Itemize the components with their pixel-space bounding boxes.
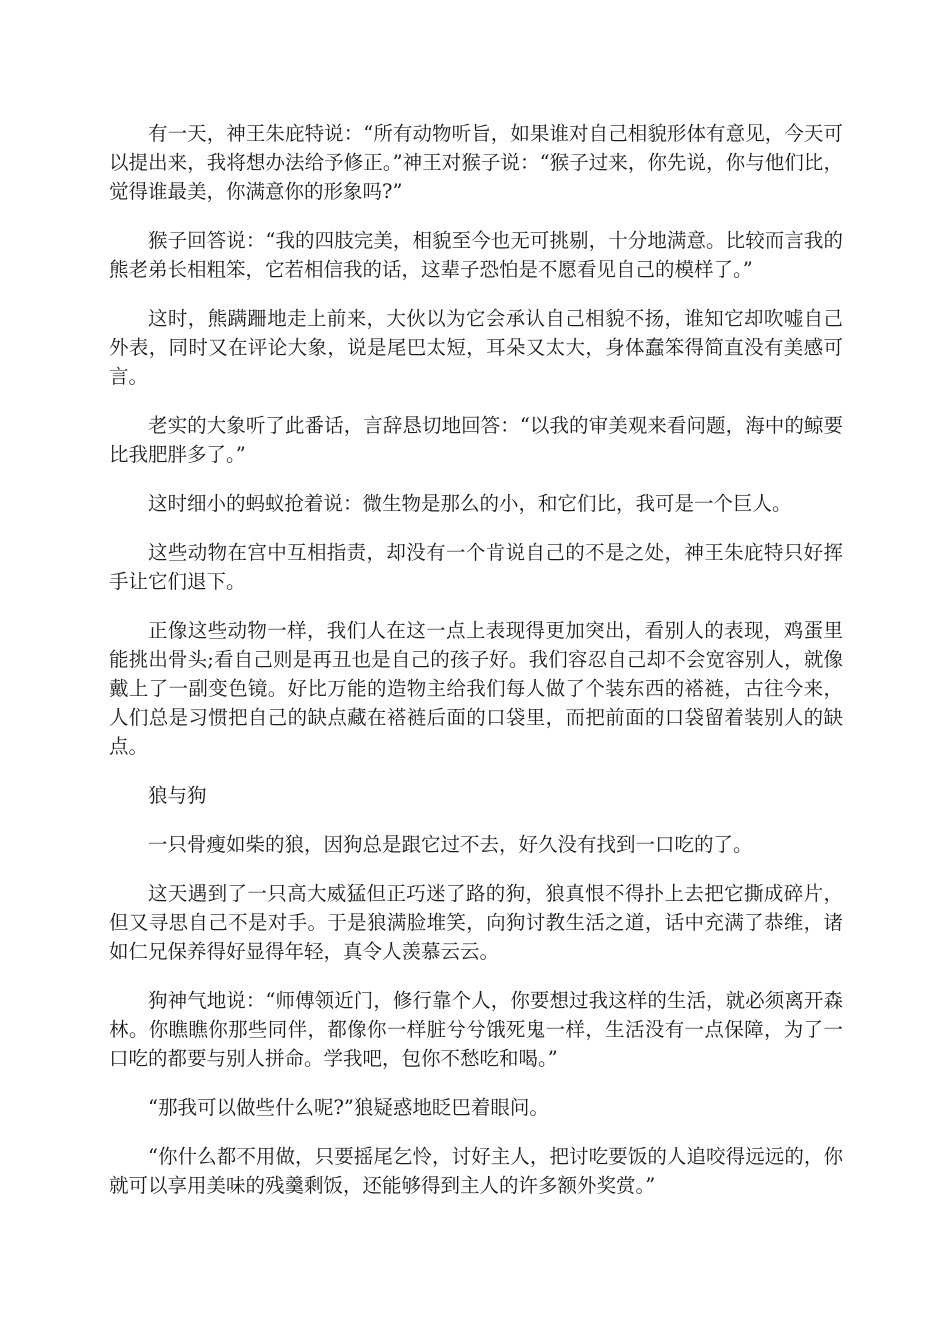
paragraph-ant-speech: 这时细小的蚂蚁抢着说：微生物是那么的小，和它们比，我可是一个巨人。 [148, 492, 792, 515]
paragraph-animals-dismissed: 这些动物在宫中互相指责，却没有一个肯说自己的不是之处，神王朱庇特只好挥手让它们退下。 [109, 541, 843, 593]
paragraph-dog-answer: “你什么都不用做，只要摇尾乞怜，讨好主人，把讨吃要饭的人追咬得远远的，你就可以享用美味的残羹剩饭，还能够得到主人的许多额外奖赏。” [109, 1145, 843, 1197]
paragraph-wolf-meets-dog: 这天遇到了一只高大威猛但正巧迷了路的狗，狼真恨不得扑上去把它撕成碎片，但又寻思自己不是对手。于是狼满脸堆笑，向狗讨教生活之道，话中充满了恭维，诸如仁兄保养得好显得年轻，真令人羡慕云云。 [109, 882, 843, 963]
document-body [109, 119, 843, 1220]
paragraph-wolf-question: “那我可以做些什么呢?”狼疑惑地眨巴着眼问。 [148, 1096, 549, 1119]
paragraph-bear-boast: 这时，熊蹒跚地走上前来，大伙以为它会承认自己相貌不扬，谁知它却吹嘘自己外表，同时又在评论大象，说是尾巴太短，耳朵又太大，身体蠢笨得简直没有美感可言。 [109, 307, 843, 388]
paragraph-jupiter-decree: 有一天，神王朱庇特说：“所有动物听旨，如果谁对自己相貌形体有意见，今天可以提出来，我将想办法给予修正。”神王对猴子说：“猴子过来，你先说，你与他们比，觉得谁最美，你满意你的形象吗?” [109, 122, 843, 203]
paragraph-dog-speech: 狗神气地说：“师傅领近门，修行靠个人，你要想过我这样的生活，就必须离开森林。你瞧瞧你那些同伴，都像你一样脏兮兮饿死鬼一样，生活没有一点保障，为了一口吃的都要与别人拼命。学我吧，包你不愁吃和喝。” [109, 989, 843, 1070]
paragraph-elephant-reply: 老实的大象听了此番话，言辞恳切地回答：“以我的审美观来看问题，海中的鲸要比我肥胖多了。” [109, 414, 843, 466]
paragraph-moral: 正像这些动物一样，我们人在这一点上表现得更加突出，看别人的表现，鸡蛋里能挑出骨头;看自己则是再丑也是自己的孩子好。我们容忍自己却不会宽容别人，就像戴上了一副变色镜。好比万能的造物主给我们每人做了个装东西的褡裢，古往今来，人们总是习惯把自己的缺点藏在褡裢后面的口袋里，而把前面的口袋留着装别人的缺点。 [109, 619, 843, 758]
section-heading-wolf-and-dog: 狼与狗 [148, 784, 207, 807]
paragraph-monkey-reply: 猴子回答说：“我的四肢完美，相貌至今也无可挑剔，十分地满意。比较而言我的熊老弟长相粗笨，它若相信我的话，这辈子恐怕是不愿看见自己的模样了。” [109, 229, 843, 281]
paragraph-hungry-wolf: 一只骨瘦如柴的狼，因狗总是跟它过不去，好久没有找到一口吃的了。 [148, 833, 753, 856]
